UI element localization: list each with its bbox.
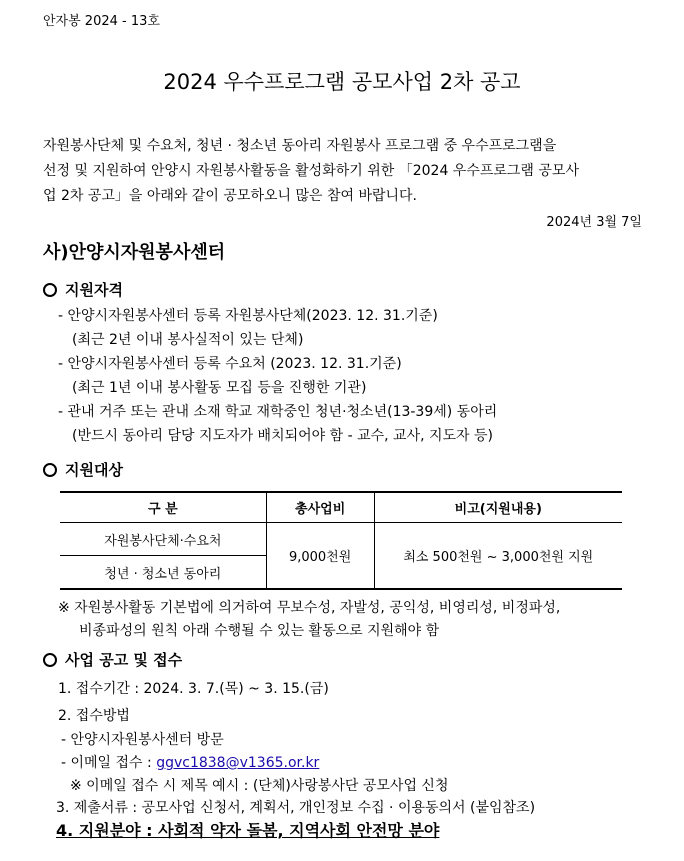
support-field-heading: 4. 지원분야 : 사회적 약자 돌봄, 지역사회 안전망 분야 (56, 821, 440, 840)
organization-name: 사)안양시자원봉사센터 (43, 242, 226, 263)
document-number: 안자봉 2024 - 13호 (43, 14, 160, 29)
table-cell-category: 청년 · 청소년 동아리 (104, 566, 222, 582)
eligibility-line: - 안양시자원봉사센터 등록 자원봉사단체(2023. 12. 31.기준) (58, 308, 438, 324)
intro-paragraph (43, 134, 643, 209)
section-heading-label: 지원대상 (65, 461, 123, 479)
eligibility-line: (최근 2년 이내 봉사실적이 있는 단체) (72, 332, 304, 348)
bullet-circle-icon (43, 653, 57, 667)
section-target-heading (43, 459, 123, 480)
method-email (61, 752, 319, 772)
application-period: 1. 접수기간 : 2024. 3. 7.(목) ~ 3. 15.(금) (58, 681, 329, 697)
table-header-budget: 총사업비 (266, 492, 374, 523)
section-heading-label: 사업 공고 및 접수 (65, 651, 183, 669)
method-visit: - 안양시자원봉사센터 방문 (61, 732, 224, 748)
table-header-category: 구 분 (60, 492, 266, 523)
footnote-line: ※ 자원봉사활동 기본법에 의거하여 무보수성, 자발성, 공익성, 비영리성, 비정파성, (58, 600, 561, 616)
support-table (60, 491, 622, 590)
table-header-note: 비고(지원내용) (374, 492, 622, 523)
email-label: - 이메일 접수 : (61, 755, 157, 771)
announcement-date: 2024년 3월 7일 (546, 215, 642, 230)
section-announcement-heading (43, 649, 182, 670)
email-subject-note: ※ 이메일 접수 시 제목 예시 : (단체)사랑봉사단 공모사업 신청 (70, 778, 449, 794)
table-cell-note: 최소 500천원 ~ 3,000천원 지원 (403, 550, 594, 565)
intro-line: 업 2차 공고」을 아래와 같이 공모하오니 많은 참여 바랍니다. (43, 188, 418, 204)
section-heading-label: 지원자격 (65, 281, 123, 299)
table-cell-budget: 9,000천원 (266, 523, 374, 590)
page-title: 2024 우수프로그램 공모사업 2차 공고 (163, 70, 521, 94)
required-documents: 3. 제출서류 : 공모사업 신청서, 계획서, 개인정보 수집 · 이용동의서 (붙임참조) (56, 800, 536, 816)
bullet-circle-icon (43, 463, 57, 477)
table-cell-category: 자원봉사단체·수요처 (60, 523, 266, 556)
eligibility-line: (최근 1년 이내 봉사활동 모집 등을 진행한 기관) (72, 380, 367, 396)
section-eligibility-heading (43, 279, 123, 300)
footnote-line: 비종파성의 원칙 아래 수행될 수 있는 활동으로 지원해야 함 (79, 623, 440, 639)
bullet-circle-icon (43, 283, 57, 297)
intro-line: 자원봉사단체 및 수요처, 청년 · 청소년 동아리 자원봉사 프로그램 중 우수프로그램을 (43, 138, 557, 154)
eligibility-line: - 관내 거주 또는 관내 소재 학교 재학중인 청년·청소년(13-39세) 동아리 (58, 404, 498, 420)
eligibility-line: (반드시 동아리 담당 지도자가 배치되어야 함 - 교수, 교사, 지도자 등) (72, 428, 494, 444)
application-method: 2. 접수방법 (58, 708, 130, 724)
email-link[interactable]: ggvc1838@v1365.or.kr (156, 755, 320, 771)
eligibility-line: - 안양시자원봉사센터 등록 수요처 (2023. 12. 31.기준) (58, 356, 402, 372)
intro-line: 선정 및 지원하여 안양시 자원봉사활동을 활성화하기 위한 「2024 우수프로그램 공모사 (43, 163, 579, 179)
